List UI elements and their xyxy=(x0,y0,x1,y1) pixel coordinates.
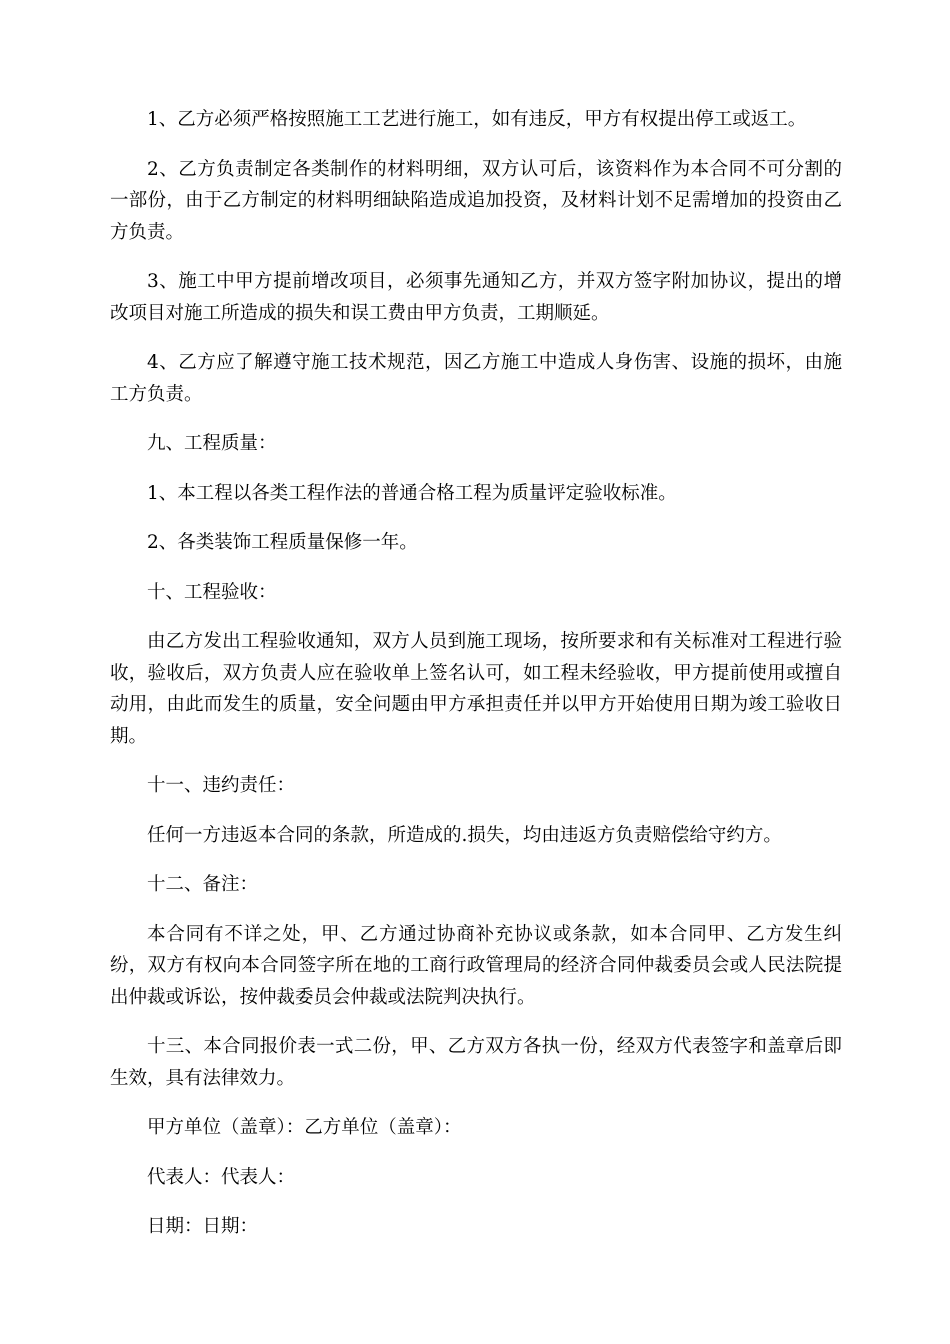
liability-paragraph: 任何一方违返本合同的条款，所造成的.损失，均由违返方负责赔偿给守约方。 xyxy=(147,824,782,846)
section-heading-acceptance: 十、工程验收： xyxy=(147,581,277,603)
signature-units-line: 甲方单位（盖章）：乙方单位（盖章）： xyxy=(147,1117,462,1138)
clause-4-technical-rules: 4、乙方应了解遵守施工技术规范，因乙方施工中造成人身伤害、设施的损坏，由施工方负责。 xyxy=(110,352,842,405)
clause-13-copies: 十三、本合同报价表一式二份，甲、乙方双方各执一份，经双方代表签字和盖章后即生效，具有法律效力。 xyxy=(110,1036,842,1089)
signature-representatives-line: 代表人：代表人： xyxy=(147,1166,296,1188)
clause-2-material-list: 2、乙方负责制定各类制作的材料明细，双方认可后，该资料作为本合同不可分割的一部份，由于乙方制定的材料明细缺陷造成追加投资，及材料计划不足需增加的投资由乙方负责。 xyxy=(110,158,842,243)
document-body xyxy=(110,104,842,1261)
clause-3-project-changes: 3、施工中甲方提前增改项目，必须事先通知乙方，并双方签字附加协议，提出的增改项目对施工所造成的损失和误工费由甲方负责，工期顺延。 xyxy=(110,271,842,324)
signature-dates-line: 日期：日期： xyxy=(147,1216,259,1237)
remarks-paragraph: 本合同有不详之处，甲、乙方通过协商补充协议或条款，如本合同甲、乙方发生纠纷，双方有权向本合同签字所在地的工商行政管理局的经济合同仲裁委员会或人民法院提出仲裁或诉讼，按仲裁委员会仲裁或法院判决执行。 xyxy=(110,923,842,1008)
acceptance-paragraph: 由乙方发出工程验收通知，双方人员到施工现场，按所要求和有关标准对工程进行验收，验收后，双方负责人应在验收单上签名认可，如工程未经验收，甲方提前使用或擅自动用，由此而发生的质量，安全问题由甲方承担责任并以甲方开始使用日期为竣工验收日期。 xyxy=(110,631,842,747)
quality-clause-2: 2、各类装饰工程质量保修一年。 xyxy=(147,532,418,553)
section-heading-remarks: 十二、备注： xyxy=(147,874,259,895)
clause-1-construction-process: 1、乙方必须严格按照施工工艺进行施工，如有违反，甲方有权提出停工或返工。 xyxy=(147,109,807,130)
section-heading-quality: 九、工程质量： xyxy=(147,433,277,454)
section-heading-liability: 十一、违约责任： xyxy=(147,775,296,796)
quality-clause-1: 1、本工程以各类工程作法的普通合格工程为质量评定验收标准。 xyxy=(147,482,677,504)
